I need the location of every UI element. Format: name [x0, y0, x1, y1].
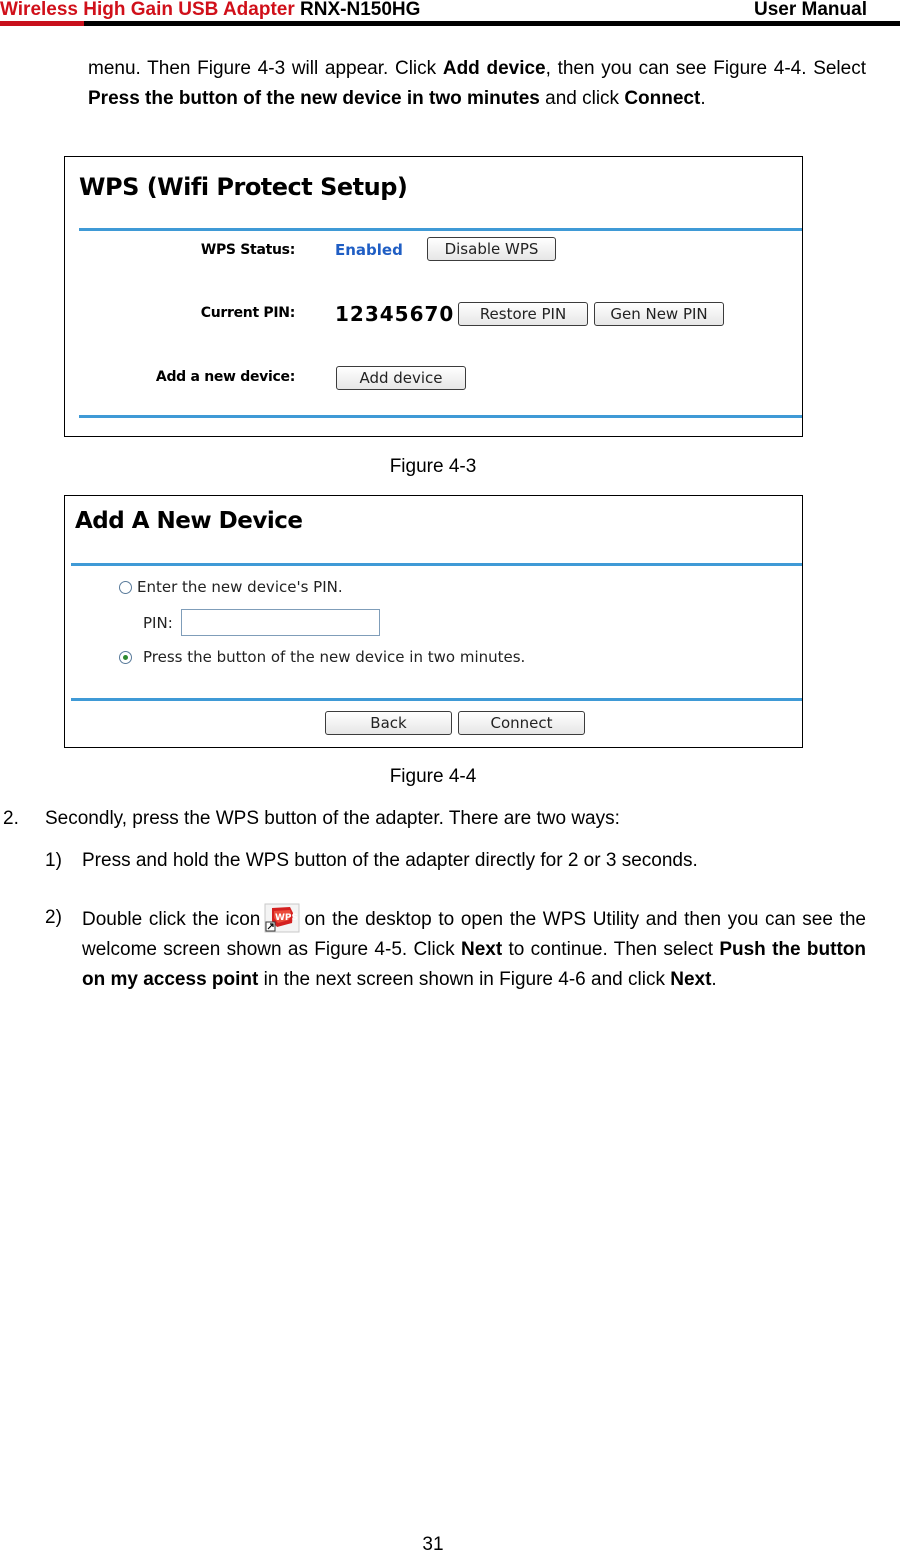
gen-new-pin-button[interactable]: Gen New PIN	[594, 302, 724, 326]
push-button-option-radio[interactable]	[119, 651, 132, 664]
substep-text: in the next screen shown in Figure 4-6 and click	[258, 969, 671, 990]
figure-4-4-caption: Figure 4-4	[389, 766, 477, 787]
figure-wps-setup	[64, 156, 803, 437]
pin-option-radio[interactable]	[119, 581, 132, 594]
page-header	[0, 0, 900, 26]
title-divider	[79, 228, 802, 231]
wps-icon-lettering: WPS	[275, 913, 299, 923]
bold-next: Next	[460, 939, 503, 960]
back-button[interactable]: Back	[325, 711, 452, 735]
wps-setup-title: WPS (Wifi Protect Setup)	[79, 173, 408, 201]
bottom-divider	[79, 415, 802, 418]
bold-next: Next	[670, 969, 712, 990]
header-rule	[0, 21, 900, 26]
intro-text: menu. Then Figure 4-3 will appear. Click	[88, 58, 443, 79]
intro-text: and click	[539, 88, 625, 109]
radio-selected-dot	[123, 655, 128, 660]
substep-number: 1)	[45, 850, 62, 871]
add-device-label: Add a new device:	[155, 369, 295, 385]
header-model: RNX-N150HG	[300, 0, 421, 20]
intro-bold-connect: Connect	[624, 88, 701, 109]
substep-text: to continue. Then select	[502, 939, 720, 960]
connect-button[interactable]: Connect	[458, 711, 585, 735]
header-rule-accent	[0, 21, 84, 26]
substep-paragraph	[82, 903, 866, 995]
figure-add-new-device	[64, 495, 803, 748]
figure-4-3-caption: Figure 4-3	[389, 456, 477, 477]
add-device-title: Add A New Device	[75, 508, 303, 534]
wps-utility-icon	[264, 903, 300, 933]
current-pin-label: Current PIN:	[200, 305, 295, 321]
intro-paragraph	[88, 54, 866, 114]
substep-text: Press and hold the WPS button of the adapter directly for 2 or 3 seconds.	[82, 850, 698, 871]
page-number: 31	[422, 1534, 444, 1555]
substep-text: Double click the icon	[82, 909, 261, 930]
current-pin-value: 12345670	[335, 302, 455, 326]
bold-push-button-option: Push the button on my access point	[82, 939, 866, 990]
intro-bold-add-device: Add device	[442, 58, 546, 79]
push-button-option-label: Press the button of the new device in two minutes.	[143, 648, 526, 666]
restore-pin-button[interactable]: Restore PIN	[458, 302, 588, 326]
header-manual-label: User Manual	[754, 0, 867, 20]
intro-text: , then you can see Figure 4-4. Select	[545, 58, 866, 79]
step-text: Secondly, press the WPS button of the adapter. There are two ways:	[45, 808, 620, 829]
intro-bold-press-button: Press the button of the new device in two minutes	[88, 88, 540, 109]
substep-text: on the desktop to open the WPS Utility and then you can see the welcome screen shown as Figure 4-5. Click	[82, 909, 866, 960]
pin-option-label: Enter the new device's PIN.	[137, 578, 343, 596]
bottom-divider	[71, 698, 802, 701]
header-title	[0, 0, 420, 20]
disable-wps-button[interactable]: Disable WPS	[427, 237, 556, 261]
substep-text: .	[711, 969, 717, 990]
title-divider	[71, 563, 802, 566]
pin-label: PIN:	[143, 614, 173, 632]
wps-status-label: WPS Status:	[200, 242, 295, 258]
intro-text: .	[700, 88, 706, 109]
step-number: 2.	[3, 808, 19, 829]
pin-input[interactable]	[181, 609, 380, 636]
wps-status-value: Enabled	[335, 241, 403, 259]
substep-number: 2)	[45, 907, 62, 928]
add-device-button[interactable]: Add device	[336, 366, 466, 390]
header-brand: Wireless High Gain USB Adapter	[0, 0, 301, 20]
